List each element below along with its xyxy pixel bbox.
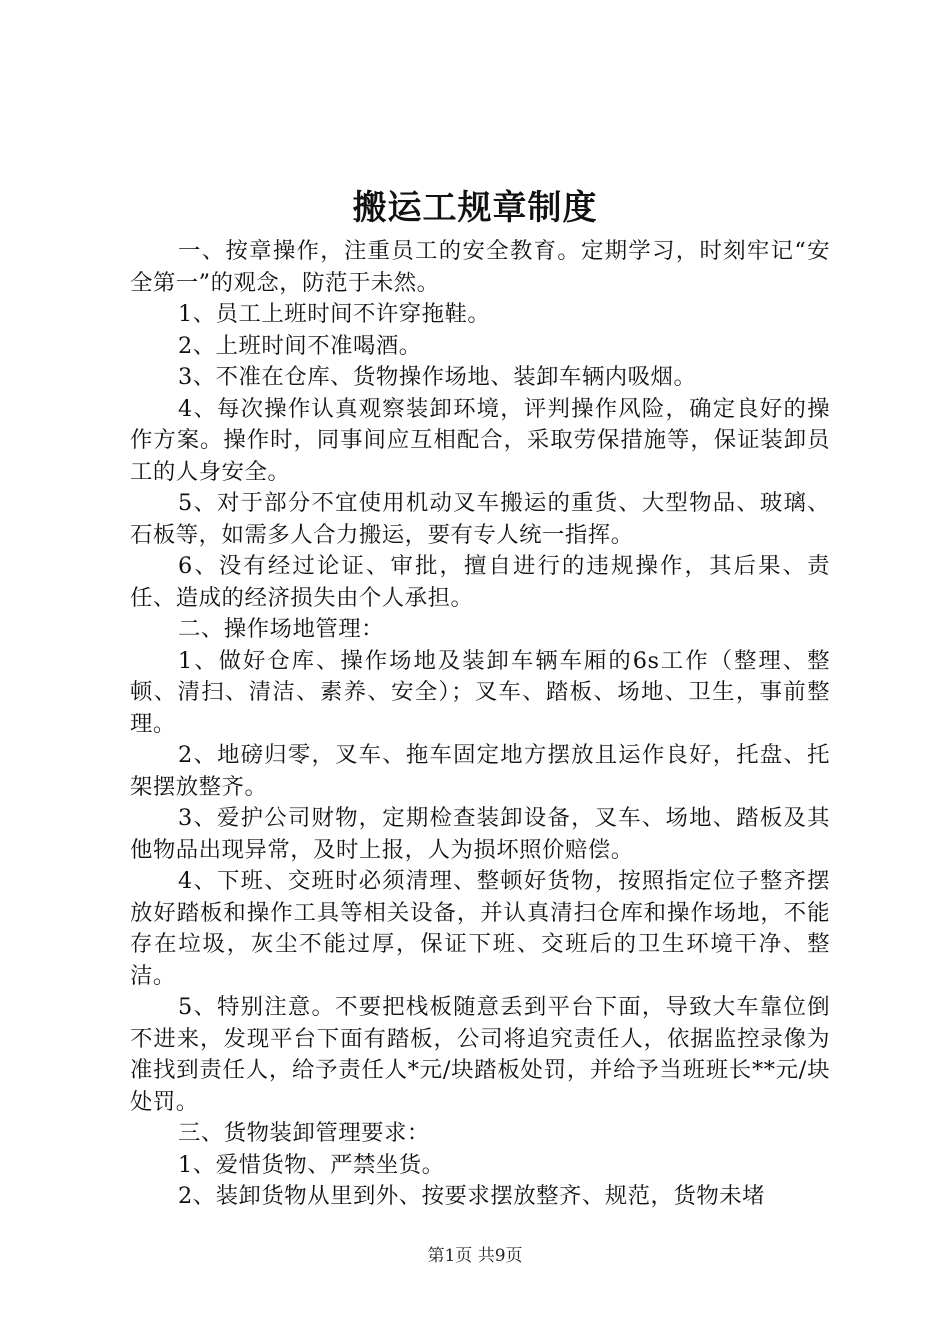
section-2-heading: 二、操作场地管理：: [178, 616, 385, 642]
rule-paragraph: 6、没有经过论证、审批，擅自进行的违规操作，其后果、责任、造成的经济损失由个人承担。: [130, 553, 830, 611]
rule-paragraph: 5、对于部分不宜使用机动叉车搬运的重货、大型物品、玻璃、石板等，如需多人合力搬运，要有专人统一指挥。: [130, 490, 830, 548]
rule-paragraph: 2、地磅归零，叉车、拖车固定地方摆放且运作良好，托盘、托架摆放整齐。: [130, 742, 830, 800]
document-title: 搬运工规章制度: [352, 188, 598, 228]
rule-paragraph: 3、爱护公司财物，定期检查装卸设备，叉车、场地、踏板及其他物品出现异常，及时上报，人为损坏照价赔偿。: [130, 805, 830, 863]
rule-paragraph: 2、装卸货物从里到外、按要求摆放整齐、规范，货物未堵: [178, 1183, 766, 1209]
document-body: [130, 236, 830, 1213]
rule-paragraph: 5、特别注意。不要把栈板随意丢到平台下面，导致大车靠位倒不进来，发现平台下面有踏板，公司将追究责任人，依据监控录像为准找到责任人，给予责任人*元/块踏板处罚，并给予当班班长**元/块处罚。: [130, 994, 830, 1115]
rule-paragraph: 4、每次操作认真观察装卸环境，评判操作风险，确定良好的操作方案。操作时，同事间应互相配合，采取劳保措施等，保证装卸员工的人身安全。: [130, 395, 830, 485]
section-3-heading: 三、货物装卸管理要求：: [178, 1120, 430, 1146]
rule-paragraph: 4、下班、交班时必须清理、整顿好货物，按照指定位子整齐摆放好踏板和操作工具等相关设备，并认真清扫仓库和操作场地，不能存在垃圾，灰尘不能过厚，保证下班、交班后的卫生环境干净、整洁。: [130, 868, 830, 989]
section-1-heading: 一、按章操作，注重员工的安全教育。定期学习，时刻牢记“安全第一”的观念，防范于未然。: [130, 238, 830, 296]
rule-paragraph: 3、不准在仓库、货物操作场地、装卸车辆内吸烟。: [178, 364, 697, 390]
rule-paragraph: 1、爱惜货物、严禁坐货。: [178, 1151, 445, 1178]
page-footer: 第1页 共9页: [427, 1246, 523, 1266]
rule-paragraph: 2、上班时间不准喝酒。: [178, 332, 422, 359]
rule-paragraph: 1、员工上班时间不许穿拖鞋。: [178, 301, 491, 327]
rule-paragraph: 1、做好仓库、操作场地及装卸车辆车厢的6s工作（整理、整顿、清扫、清洁、素养、安全）；叉车、踏板、场地、卫生，事前整理。: [130, 647, 830, 737]
